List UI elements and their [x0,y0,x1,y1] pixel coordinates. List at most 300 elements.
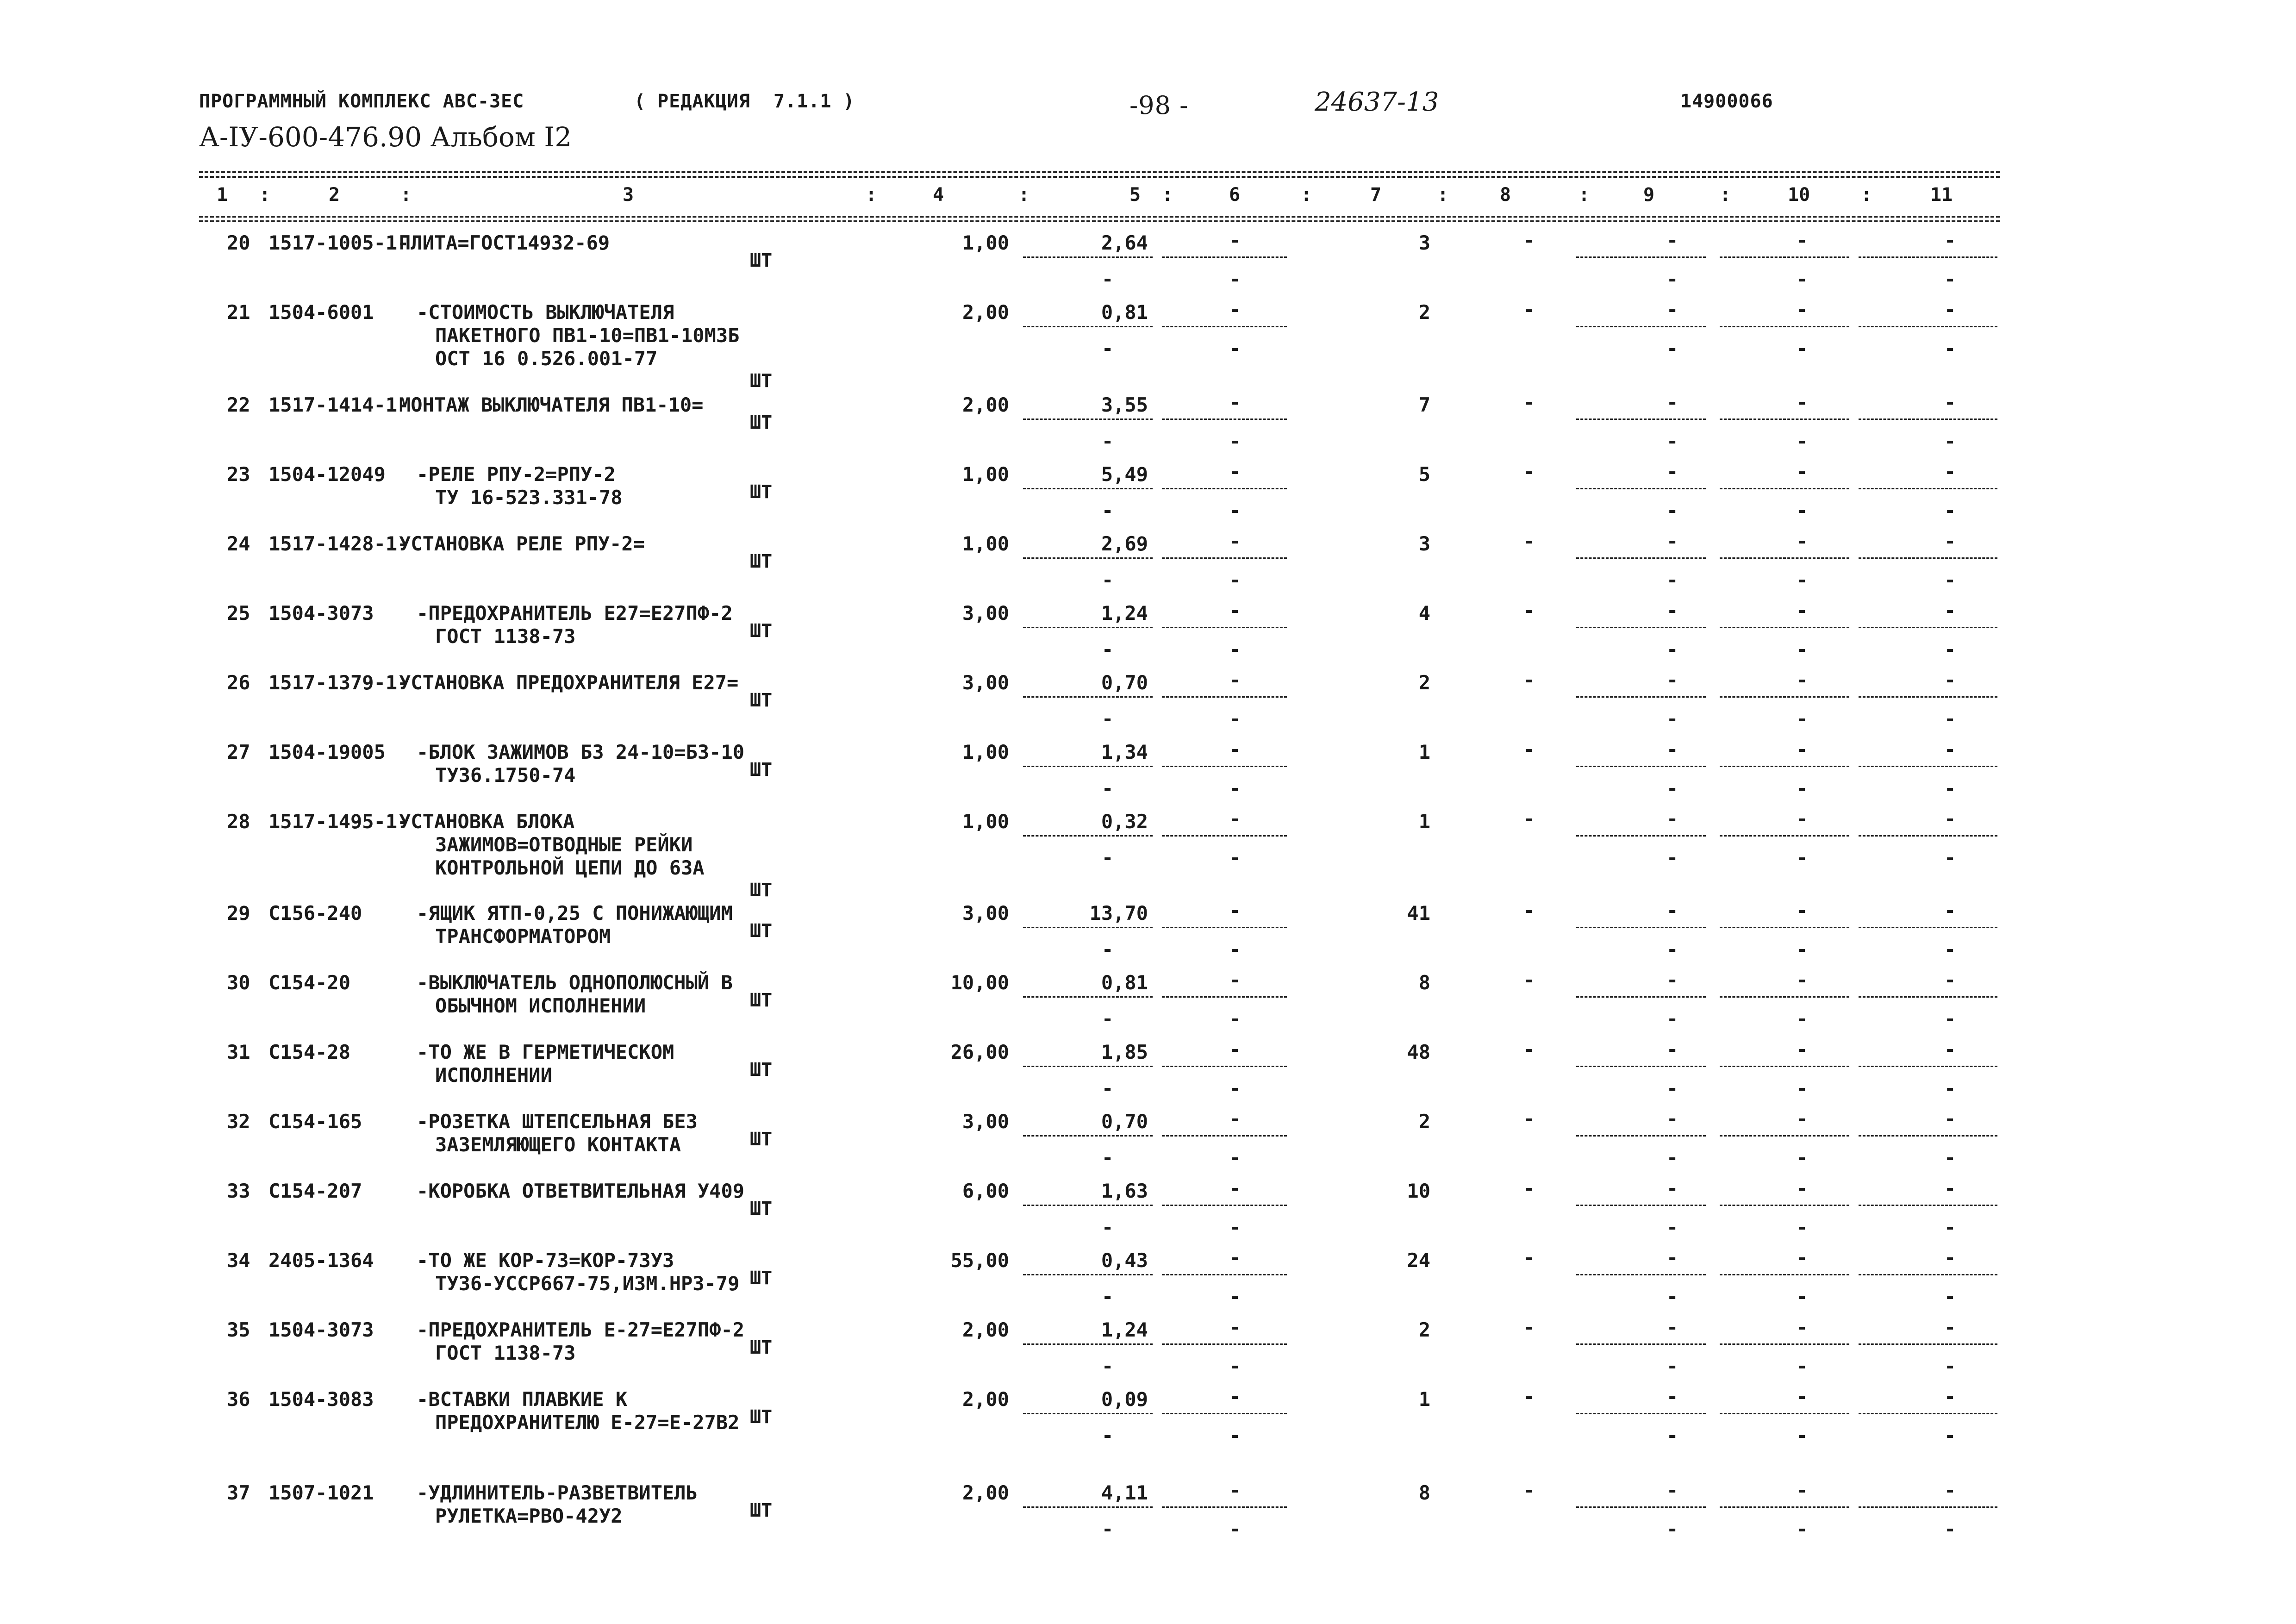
subtotal-underline [1162,557,1287,559]
trailing-dash: - [1796,807,1808,830]
sub-dash: - [1666,777,1678,800]
subtotal-underline [1576,326,1706,327]
subtotal-underline [1023,927,1153,928]
item-description: ПАКЕТНОГО ПВ1-10=ПВ1-10М3Б [435,324,740,347]
subtotal-underline [1023,256,1153,258]
unit-label: ШТ [750,1406,773,1428]
unit-label: ШТ [750,1198,773,1219]
subtotal-underline [1720,1413,1849,1414]
subtotal-underline [1162,627,1287,628]
trailing-dash: - [1944,1316,1956,1338]
trailing-dash: - [1944,668,1956,691]
subtotal-underline [1023,835,1153,837]
price-value: 4,11 [1101,1481,1148,1504]
trailing-dash: - [1796,599,1808,622]
quantity-value: 2,00 [962,1481,1009,1504]
subtotal-underline [1859,1135,1997,1137]
trailing-dash: - [1796,530,1808,552]
col6-dash: - [1229,1038,1241,1061]
col7-value: 2 [1418,671,1430,694]
subtotal-underline [1720,488,1849,489]
item-code: С154-207 [268,1180,362,1202]
item-description: -ВСТАВКИ ПЛАВКИЕ К [417,1388,628,1411]
item-description: -РОЗЕТКА ШТЕПСЕЛЬНАЯ БЕЗ [417,1110,698,1133]
sub-dash: - [1666,1518,1678,1540]
subtotal-underline [1162,326,1287,327]
row-number: 22 [227,394,250,416]
col7-value: 1 [1418,810,1430,833]
col6-dash: - [1229,298,1241,321]
price-value: 5,49 [1101,463,1148,486]
price-value: 2,64 [1101,231,1148,254]
trailing-dash: - [1666,391,1678,413]
subtotal-underline [1720,835,1849,837]
quantity-value: 6,00 [962,1180,1009,1202]
trailing-dash: - [1944,391,1956,413]
trailing-dash: - [1666,1177,1678,1199]
sub-dash: - [1796,499,1808,522]
sub-dash: - [1102,499,1114,522]
item-description: -СТОИМОСТЬ ВЫКЛЮЧАТЕЛЯ [417,301,674,324]
sub-dash: - [1102,938,1114,961]
subtotal-underline [1859,696,1997,698]
sub-dash: - [1229,1007,1241,1030]
sub-dash: - [1666,268,1678,290]
sub-dash: - [1796,1355,1808,1377]
trailing-dash: - [1944,229,1956,251]
trailing-dash: - [1796,1479,1808,1501]
item-code: 1507-1021 [268,1481,374,1504]
col8-dash: - [1523,738,1535,761]
quantity-value: 2,00 [962,394,1009,416]
sub-dash: - [1229,707,1241,730]
col8-dash: - [1523,1246,1535,1269]
trailing-dash: - [1796,738,1808,761]
sub-dash: - [1229,638,1241,661]
sub-dash: - [1944,430,1956,452]
sub-dash: - [1666,1007,1678,1030]
row-number: 34 [227,1249,250,1272]
subtotal-underline [1023,1205,1153,1206]
sub-dash: - [1229,938,1241,961]
subtotal-underline [1720,256,1849,258]
sub-dash: - [1229,430,1241,452]
sub-dash: - [1102,1424,1114,1447]
col6-dash: - [1229,229,1241,251]
item-code: 2405-1364 [268,1249,374,1272]
item-code: 1517-1428-1- [268,532,409,555]
sub-dash: - [1102,846,1114,869]
subtotal-underline [1576,1066,1706,1067]
subtotal-underline [1023,326,1153,327]
sub-dash: - [1796,1146,1808,1169]
trailing-dash: - [1666,599,1678,622]
unit-label: ШТ [750,250,773,271]
subtotal-underline [1859,627,1997,628]
subtotal-underline [1023,557,1153,559]
col6-dash: - [1229,599,1241,622]
trailing-dash: - [1796,1316,1808,1338]
col8-dash: - [1523,899,1535,922]
sub-dash: - [1102,638,1114,661]
price-value: 1,24 [1101,1318,1148,1341]
trailing-dash: - [1796,391,1808,413]
sub-dash: - [1102,1007,1114,1030]
column-header-10: 10 [1788,184,1810,206]
subtotal-underline [1023,1343,1153,1345]
sub-dash: - [1796,568,1808,591]
subtotal-underline [1576,1506,1706,1508]
sub-dash: - [1796,638,1808,661]
row-number: 33 [227,1180,250,1202]
sub-dash: - [1229,1216,1241,1238]
unit-label: ШТ [750,759,773,781]
item-description: -РЕЛЕ РПУ-2=РПУ-2 [417,463,616,486]
column-header-6: 6 [1229,184,1241,206]
item-description: ТУ 16-523.331-78 [435,486,623,509]
subtotal-underline [1162,1205,1287,1206]
subtotal-underline [1720,996,1849,998]
sub-dash: - [1229,268,1241,290]
unit-label: ШТ [750,481,773,503]
subtotal-underline [1859,1413,1997,1414]
subtotal-underline [1576,996,1706,998]
trailing-dash: - [1666,968,1678,991]
trailing-dash: - [1796,1038,1808,1061]
quantity-value: 1,00 [962,463,1009,486]
row-number: 26 [227,671,250,694]
quantity-value: 3,00 [962,1110,1009,1133]
sub-dash: - [1796,1285,1808,1308]
trailing-dash: - [1666,1038,1678,1061]
col8-dash: - [1523,968,1535,991]
subtotal-underline [1576,1135,1706,1137]
subtotal-underline [1720,1274,1849,1275]
sub-dash: - [1944,1424,1956,1447]
item-code: С156-240 [268,902,362,924]
sub-dash: - [1944,1518,1956,1540]
subtotal-underline [1859,1506,1997,1508]
trailing-dash: - [1796,460,1808,483]
sub-dash: - [1796,938,1808,961]
sub-dash: - [1229,1518,1241,1540]
subtotal-underline [1576,927,1706,928]
col7-value: 1 [1418,1388,1430,1411]
subtotal-underline [1720,557,1849,559]
quantity-value: 26,00 [950,1041,1009,1063]
item-description: ТУ36.1750-74 [435,764,576,787]
sub-dash: - [1666,846,1678,869]
sub-dash: - [1666,1355,1678,1377]
col7-value: 3 [1418,532,1430,555]
col6-dash: - [1229,1107,1241,1130]
row-number: 21 [227,301,250,324]
trailing-dash: - [1796,899,1808,922]
document-code: 14900066 [1680,91,1773,112]
column-separator: : [259,184,271,206]
row-number: 35 [227,1318,250,1341]
col7-value: 48 [1407,1041,1430,1063]
unit-label: ШТ [750,1129,773,1150]
sub-dash: - [1102,1285,1114,1308]
column-header-5: 5 [1129,184,1141,206]
unit-label: ШТ [750,690,773,711]
item-code: С154-165 [268,1110,362,1133]
sub-dash: - [1102,1077,1114,1099]
subtotal-underline [1162,1135,1287,1137]
item-code: 1504-3083 [268,1388,374,1411]
column-separator: : [1861,184,1872,206]
sub-dash: - [1944,638,1956,661]
sub-dash: - [1102,268,1114,290]
sub-dash: - [1944,846,1956,869]
subtotal-underline [1859,488,1997,489]
trailing-dash: - [1666,807,1678,830]
sub-dash: - [1666,707,1678,730]
sub-dash: - [1666,337,1678,360]
col8-dash: - [1523,1385,1535,1408]
unit-label: ШТ [750,880,773,901]
price-value: 1,24 [1101,602,1148,625]
row-number: 27 [227,741,250,763]
col7-value: 2 [1418,1110,1430,1133]
item-code: 1517-1495-1- [268,810,409,833]
sub-dash: - [1229,1146,1241,1169]
trailing-dash: - [1796,1385,1808,1408]
sub-dash: - [1102,1216,1114,1238]
unit-label: ШТ [750,412,773,433]
col7-value: 41 [1407,902,1430,924]
sub-dash: - [1666,1146,1678,1169]
col6-dash: - [1229,1385,1241,1408]
subtotal-underline [1576,1205,1706,1206]
subtotal-underline [1859,557,1997,559]
subtotal-underline [1576,1343,1706,1345]
item-description: УСТАНОВКА ПРЕДОХРАНИТЕЛЯ Е27= [399,671,739,694]
subtotal-underline [1720,696,1849,698]
item-description: УСТАНОВКА БЛОКА [399,810,575,833]
trailing-dash: - [1944,1246,1956,1269]
sub-dash: - [1796,268,1808,290]
item-code: 1517-1005-1- [268,231,409,254]
col8-dash: - [1523,460,1535,483]
sub-dash: - [1666,499,1678,522]
trailing-dash: - [1944,1479,1956,1501]
col8-dash: - [1523,530,1535,552]
sub-dash: - [1666,568,1678,591]
sub-dash: - [1666,1077,1678,1099]
subtotal-underline [1859,1205,1997,1206]
trailing-dash: - [1666,1246,1678,1269]
trailing-dash: - [1944,738,1956,761]
sub-dash: - [1944,568,1956,591]
col8-dash: - [1523,229,1535,251]
unit-label: ШТ [750,1268,773,1289]
col8-dash: - [1523,391,1535,413]
column-separator: : [1720,184,1731,206]
subtotal-underline [1023,627,1153,628]
trailing-dash: - [1666,229,1678,251]
trailing-dash: - [1796,1246,1808,1269]
trailing-dash: - [1666,899,1678,922]
col7-value: 4 [1418,602,1430,625]
trailing-dash: - [1666,1385,1678,1408]
sub-dash: - [1666,938,1678,961]
col7-value: 24 [1407,1249,1430,1272]
subtotal-underline [1023,996,1153,998]
price-value: 0,32 [1101,810,1148,833]
program-title: ПРОГРАММНЫЙ КОМПЛЕКС АВС-3ЕС [199,91,524,112]
sub-dash: - [1796,430,1808,452]
sub-dash: - [1796,1007,1808,1030]
price-value: 1,85 [1101,1041,1148,1063]
subtotal-underline [1162,996,1287,998]
item-code: 1517-1414-1- [268,394,409,416]
trailing-dash: - [1796,229,1808,251]
col6-dash: - [1229,968,1241,991]
top-rule [199,171,2000,173]
column-separator: : [1301,184,1312,206]
subtotal-underline [1720,326,1849,327]
trailing-dash: - [1944,298,1956,321]
page-number: -98 - [1129,91,1189,120]
subtotal-underline [1720,1506,1849,1508]
sub-dash: - [1102,707,1114,730]
unit-label: ШТ [750,370,773,392]
trailing-dash: - [1666,1479,1678,1501]
col8-dash: - [1523,1038,1535,1061]
trailing-dash: - [1796,1107,1808,1130]
item-code: 1517-1379-1- [268,671,409,694]
sub-dash: - [1229,846,1241,869]
sub-dash: - [1102,337,1114,360]
item-description: ОСТ 16 0.526.001-77 [435,347,658,370]
sub-dash: - [1666,1216,1678,1238]
trailing-dash: - [1944,1177,1956,1199]
unit-label: ШТ [750,1337,773,1358]
column-header-8: 8 [1500,184,1511,206]
row-number: 28 [227,810,250,833]
handwritten-number: 24637-13 [1315,87,1439,117]
column-header-2: 2 [329,184,340,206]
subtotal-underline [1162,1343,1287,1345]
subtotal-underline [1162,766,1287,767]
item-description: ГОСТ 1138-73 [435,1342,576,1364]
item-description: ОБЫЧНОМ ИСПОЛНЕНИИ [435,994,646,1017]
quantity-value: 55,00 [950,1249,1009,1272]
header-rule-2 [199,220,2000,222]
quantity-value: 2,00 [962,1388,1009,1411]
item-description: МОНТАЖ ВЫКЛЮЧАТЕЛЯ ПВ1-10= [399,394,704,416]
col8-dash: - [1523,1177,1535,1199]
subtotal-underline [1162,256,1287,258]
col7-value: 8 [1418,971,1430,994]
item-code: 1504-12049 [268,463,386,486]
subtotal-underline [1162,1066,1287,1067]
trailing-dash: - [1944,807,1956,830]
sub-dash: - [1796,707,1808,730]
subtotal-underline [1720,1066,1849,1067]
sub-dash: - [1944,268,1956,290]
unit-label: ШТ [750,1059,773,1081]
subtotal-underline [1576,256,1706,258]
sub-dash: - [1796,1077,1808,1099]
item-description: -ЯЩИК ЯТП-0,25 С ПОНИЖАЮЩИМ [417,902,733,924]
sub-dash: - [1102,777,1114,800]
top-rule-2 [199,176,2000,178]
price-value: 1,34 [1101,741,1148,763]
sub-dash: - [1102,430,1114,452]
unit-label: ШТ [750,1500,773,1521]
quantity-value: 1,00 [962,741,1009,763]
quantity-value: 1,00 [962,810,1009,833]
sub-dash: - [1944,1077,1956,1099]
price-value: 2,69 [1101,532,1148,555]
subtotal-underline [1859,1343,1997,1345]
column-header-9: 9 [1643,184,1655,206]
subtotal-underline [1576,696,1706,698]
column-header-11: 11 [1930,184,1953,206]
col7-value: 8 [1418,1481,1430,1504]
price-value: 0,43 [1101,1249,1148,1272]
column-separator: : [1437,184,1449,206]
quantity-value: 3,00 [962,602,1009,625]
price-value: 0,70 [1101,1110,1148,1133]
subtotal-underline [1162,1413,1287,1414]
col8-dash: - [1523,1107,1535,1130]
unit-label: ШТ [750,551,773,572]
col7-value: 2 [1418,1318,1430,1341]
trailing-dash: - [1666,1316,1678,1338]
trailing-dash: - [1796,298,1808,321]
quantity-value: 3,00 [962,902,1009,924]
subtotal-underline [1720,927,1849,928]
subtotal-underline [1162,1506,1287,1508]
album-title: А-IУ-600-476.90 Альбом I2 [199,121,572,153]
sub-dash: - [1944,337,1956,360]
column-header-4: 4 [933,184,944,206]
trailing-dash: - [1944,1038,1956,1061]
item-code: 1504-3073 [268,1318,374,1341]
item-code: 1504-3073 [268,602,374,625]
item-description: ЗАЗЕМЛЯЮЩЕГО КОНТАКТА [435,1133,681,1156]
sub-dash: - [1102,568,1114,591]
sub-dash: - [1102,1355,1114,1377]
column-header-7: 7 [1370,184,1382,206]
col6-dash: - [1229,899,1241,922]
unit-label: ШТ [750,920,773,942]
item-description: -ВЫКЛЮЧАТЕЛЬ ОДНОПОЛЮСНЫЙ В [417,971,733,994]
item-description: КОНТРОЛЬНОЙ ЦЕПИ ДО 63А [435,856,705,879]
subtotal-underline [1576,488,1706,489]
subtotal-underline [1576,766,1706,767]
item-description: УСТАНОВКА РЕЛЕ РПУ-2= [399,532,645,555]
col6-dash: - [1229,1177,1241,1199]
quantity-value: 10,00 [950,971,1009,994]
trailing-dash: - [1944,1385,1956,1408]
column-separator: : [1578,184,1590,206]
quantity-value: 1,00 [962,231,1009,254]
header-rule [199,216,2000,218]
sub-dash: - [1229,1424,1241,1447]
subtotal-underline [1023,1413,1153,1414]
price-value: 0,81 [1101,971,1148,994]
sub-dash: - [1796,1424,1808,1447]
item-description: -ТО ЖЕ В ГЕРМЕТИЧЕСКОМ [417,1041,674,1063]
sub-dash: - [1229,1355,1241,1377]
col7-value: 3 [1418,231,1430,254]
subtotal-underline [1859,1274,1997,1275]
